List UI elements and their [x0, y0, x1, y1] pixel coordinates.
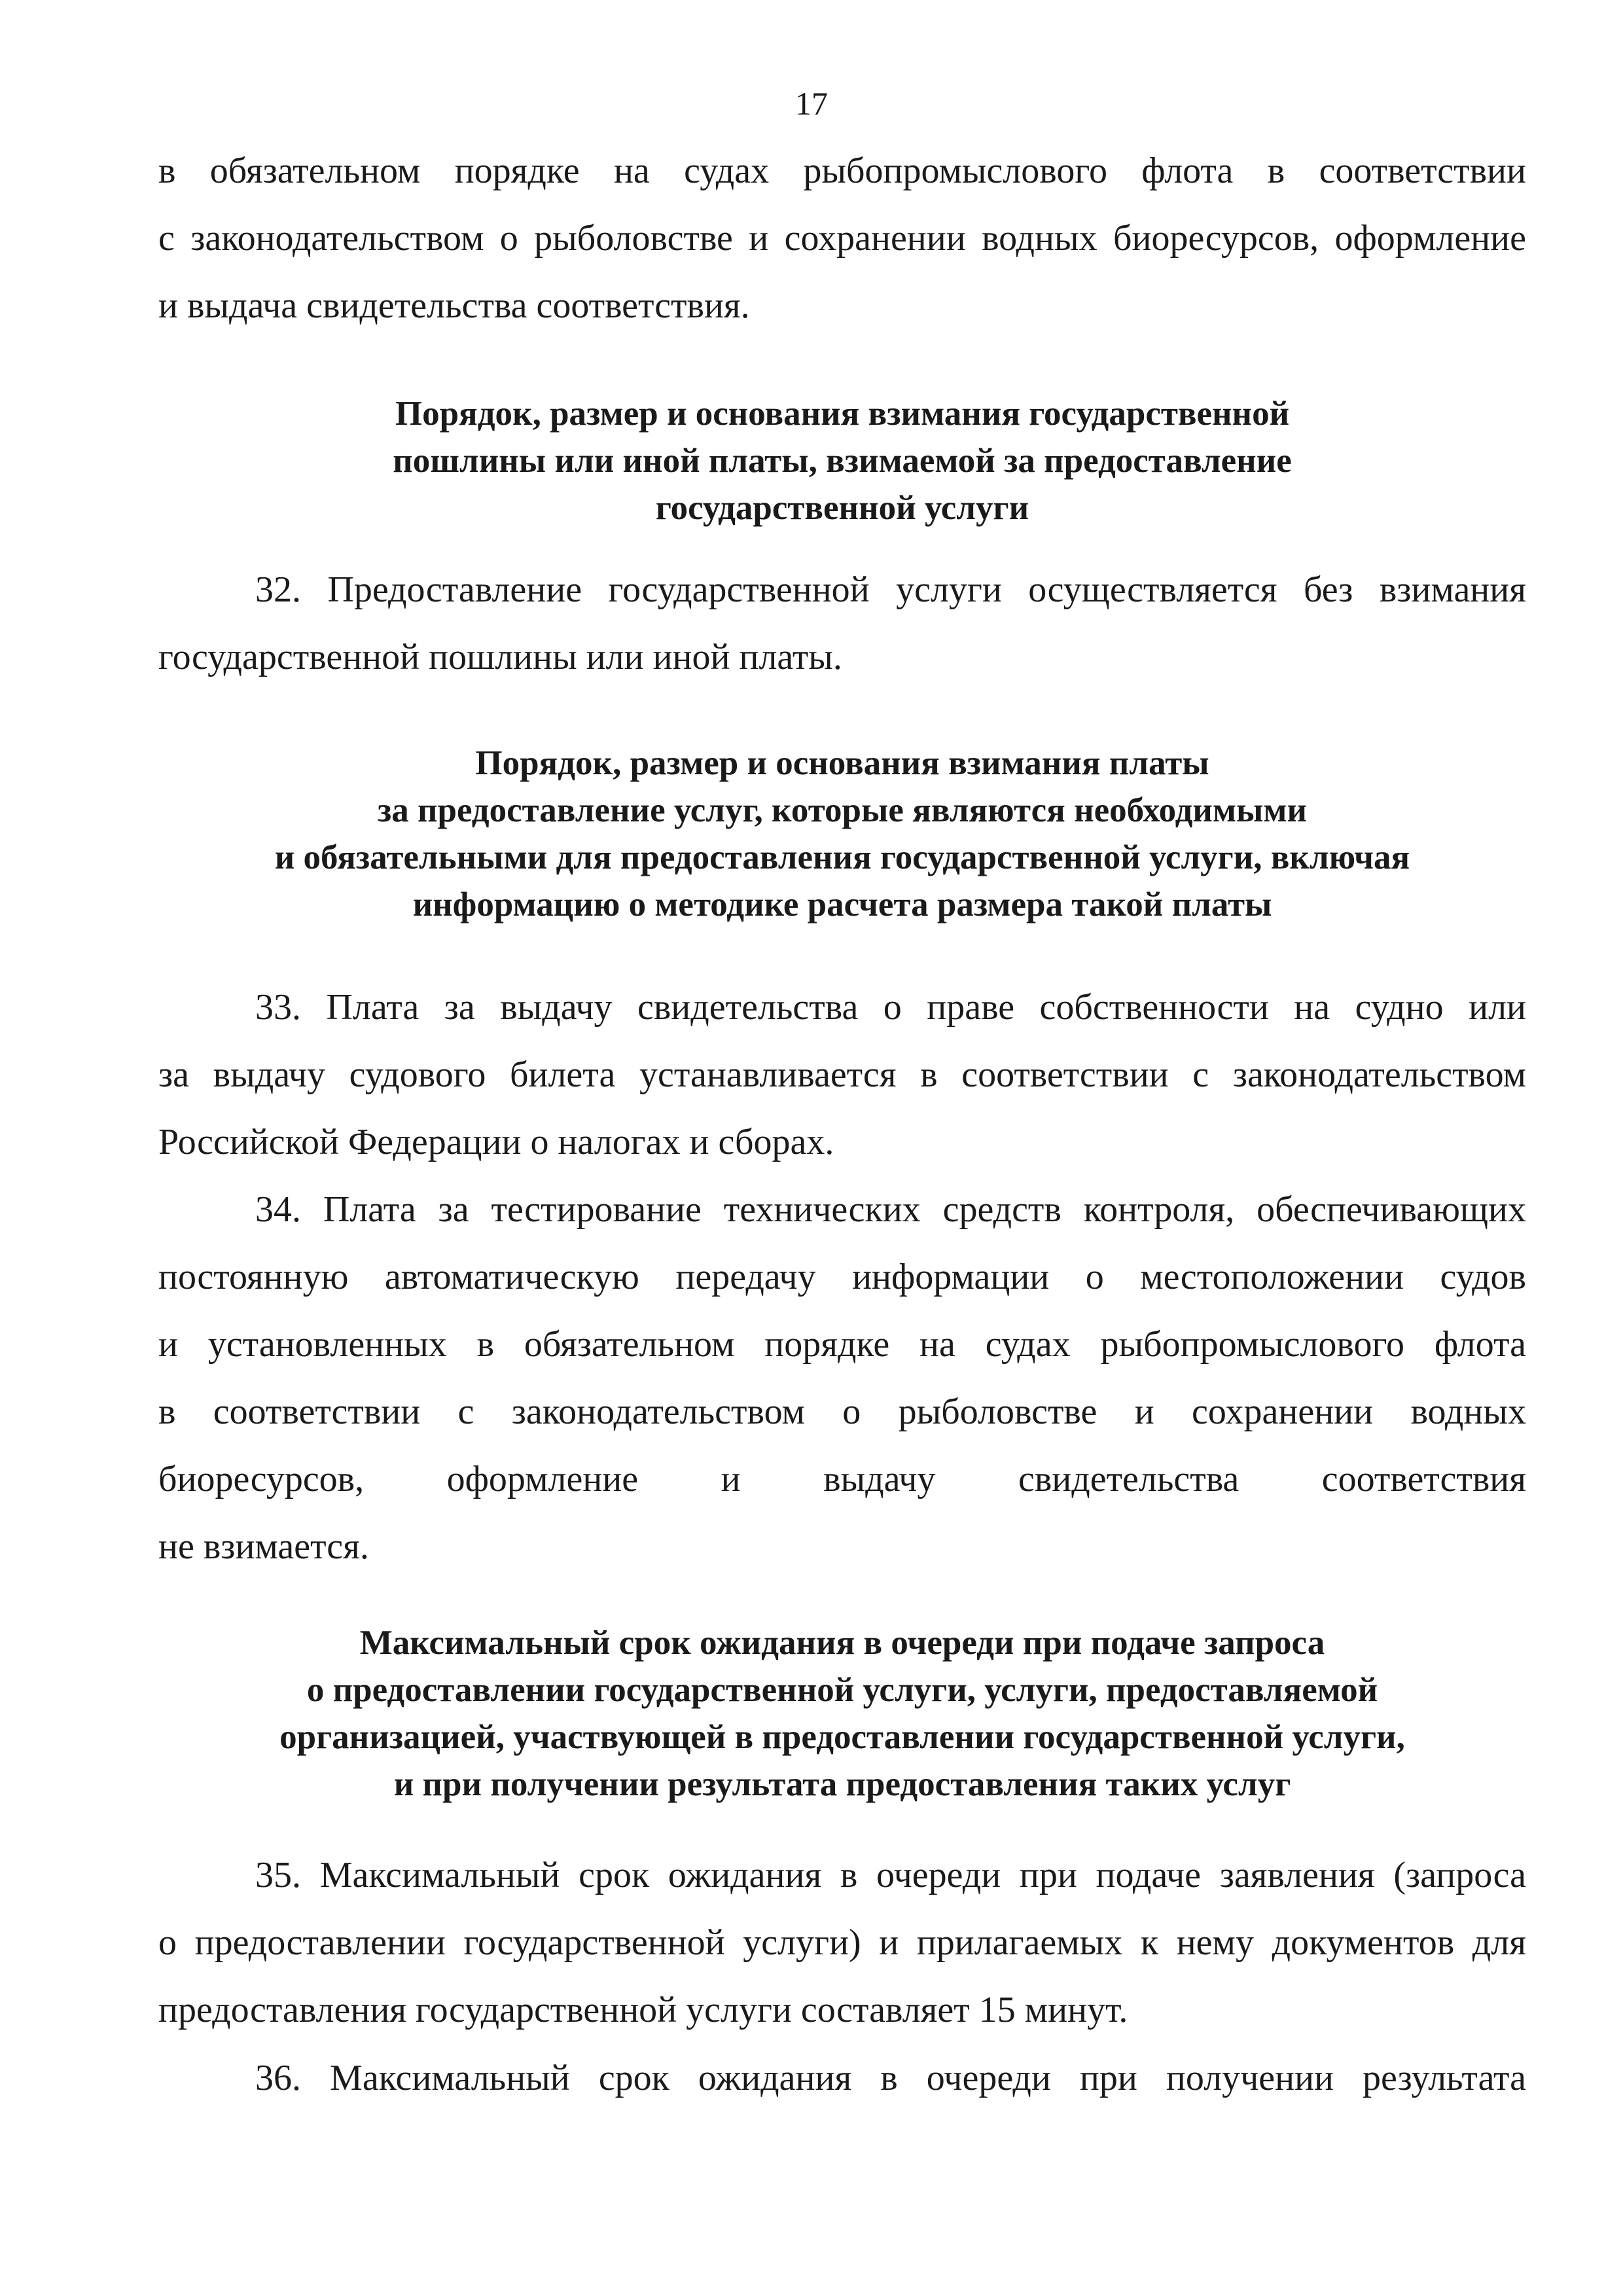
paragraph-line: за выдачу судового билета устанавливается в соответствии с законодательством — [158, 1054, 1526, 1095]
paragraph-line: 36. Максимальный срок ожидания в очереди при получении результата — [255, 2058, 1526, 2098]
paragraph-line: с законодательством о рыболовстве и сохранении водных биоресурсов, оформление — [158, 218, 1526, 259]
paragraph-line: 35. Максимальный срок ожидания в очереди при подаче заявления (запроса — [255, 1855, 1526, 1895]
paragraph-36 — [158, 2045, 1526, 2112]
page-number: 17 — [795, 85, 828, 122]
paragraph-line: постоянную автоматическую передачу информации о местоположении судов — [158, 1257, 1526, 1297]
paragraph-line: 33. Плата за выдачу свидетельства о праве собственности на судно или — [255, 987, 1526, 1028]
paragraph-line: в обязательном порядке на судах рыбопромыслового флота в соответствии — [158, 151, 1526, 191]
paragraph-line: 32. Предоставление государственной услуги осуществляется без взимания — [255, 569, 1526, 610]
paragraph-line: и установленных в обязательном порядке на судах рыбопромыслового флота — [158, 1324, 1526, 1365]
paragraph-line: и выдача свидетельства соответствия. — [158, 285, 750, 326]
heading-line: и обязательными для предоставления государственной услуги, включая — [274, 838, 1410, 876]
paragraph-line: государственной пошлины или иной платы. — [158, 637, 842, 677]
heading-line: и при получении результата предоставления таких услуг — [393, 1765, 1291, 1803]
section-heading-fee — [158, 390, 1526, 531]
paragraph-32 — [158, 556, 1526, 691]
heading-line: организацией, участвующей в предоставлении государственной услуги, — [279, 1718, 1405, 1756]
heading-line: о предоставлении государственной услуги, услуги, предоставляемой — [306, 1671, 1378, 1709]
paragraph-35 — [158, 1842, 1526, 2044]
heading-line: за предоставление услуг, которые являются необходимыми — [377, 791, 1308, 829]
paragraph-line: предоставления государственной услуги составляет 15 минут. — [158, 1990, 1128, 2030]
paragraph-line: 34. Плата за тестирование технических средств контроля, обеспечивающих — [255, 1189, 1526, 1230]
intro-paragraph — [158, 137, 1526, 340]
section-heading-required-services-fee — [158, 740, 1526, 928]
section-heading-max-waiting-time — [158, 1619, 1526, 1808]
heading-line: государственной услуги — [655, 489, 1029, 527]
paragraph-line: в соответствии с законодательством о рыболовстве и сохранении водных — [158, 1391, 1526, 1432]
paragraph-33 — [158, 974, 1526, 1176]
heading-line: Максимальный срок ожидания в очереди при подаче запроса — [359, 1624, 1325, 1662]
heading-line: Порядок, размер и основания взимания платы — [475, 744, 1209, 782]
heading-line: Порядок, размер и основания взимания государственной — [395, 395, 1290, 433]
paragraph-line: биоресурсов, оформление и выдачу свидетельства соответствия — [158, 1459, 1526, 1499]
paragraph-line: о предоставлении государственной услуги) и прилагаемых к нему документов для — [158, 1922, 1526, 1963]
heading-line: информацию о методике расчета размера такой платы — [412, 886, 1272, 924]
heading-line: пошлины или иной платы, взимаемой за предоставление — [393, 442, 1292, 480]
paragraph-line: Российской Федерации о налогах и сборах. — [158, 1122, 834, 1162]
paragraph-34 — [158, 1176, 1526, 1581]
paragraph-line: не взимается. — [158, 1526, 369, 1567]
